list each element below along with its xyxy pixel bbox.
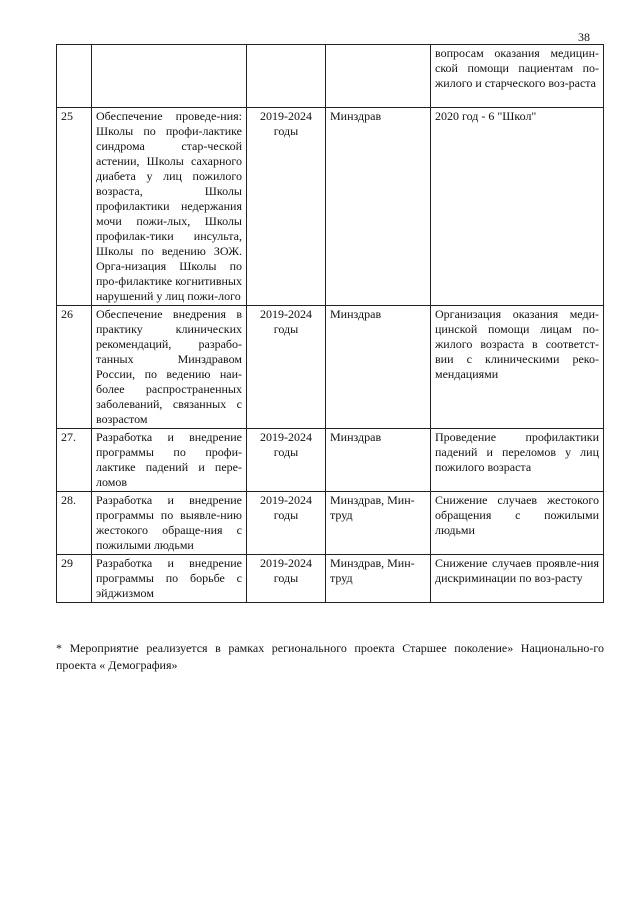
row-number [57,45,92,108]
row-number: 28. [57,492,92,555]
result-cell: Организация оказания меди-цинской помощи лицам по-жилого возраста в соответст-вии с клиническими реко-мендациями [431,306,604,429]
row-number: 26 [57,306,92,429]
result-cell: Снижение случаев проявле-ния дискриминации по воз-расту [431,555,604,603]
footnote: * Мероприятие реализуется в рамках регионального проекта Старшее поколение» Национально-го проекта « Демография» [56,641,604,672]
period-cell [247,45,326,108]
executor-cell: Минздрав [326,108,431,306]
activity-cell: Обеспечение внедрения в практику клинических рекомендаций, разрабо-танных Минздравом России, по ведению наи-более распространенных заболеваний, связанных с возрастом [92,306,247,429]
activity-cell: Разработка и внедрение программы по борьбе с эйджизмом [92,555,247,603]
row-number: 25 [57,108,92,306]
table-row [57,306,604,429]
period-cell: 2019-2024 годы [247,108,326,306]
executor-cell: Минздрав [326,306,431,429]
result-cell: Проведение профилактики падений и переломов у лиц пожилого возраста [431,429,604,492]
executor-cell: Минздрав [326,429,431,492]
row-number: 29 [57,555,92,603]
table-row [57,555,604,603]
result-cell: Снижение случаев жестокого обращения с пожилыми людьми [431,492,604,555]
activity-cell: Обеспечение проведе-ния: Школы по профи-лактике синдрома стар-ческой астении, Школы сахарного диабета у лиц пожилого возраста, Школы профилактики недержания мочи пожи-лых, Школы профилак-тики инсульта, Школы по ведению ЗОЖ. Орга-низация Школы по про-филактике когнитивных нарушений у лиц пожи-лого [92,108,247,306]
executor-cell: Минздрав, Мин-труд [326,555,431,603]
period-cell: 2019-2024 годы [247,306,326,429]
activity-cell: Разработка и внедрение программы по выявле-нию жестокого обраще-ния с пожилыми людьми [92,492,247,555]
period-cell: 2019-2024 годы [247,555,326,603]
activity-cell [92,45,247,108]
table-row [57,108,604,306]
activity-cell: Разработка и внедрение программы по профи-лактике падений и пере-ломов [92,429,247,492]
table-row [57,492,604,555]
measures-table [56,44,604,603]
executor-cell: Минздрав, Мин-труд [326,492,431,555]
period-cell: 2019-2024 годы [247,492,326,555]
period-cell: 2019-2024 годы [247,429,326,492]
result-cell: 2020 год - 6 "Школ" [431,108,604,306]
table-row [57,429,604,492]
result-cell: вопросам оказания медицин-ской помощи пациентам по-жилого и старческого воз-раста [431,45,604,108]
page-number: 38 [578,30,590,44]
table-row [57,45,604,108]
executor-cell [326,45,431,108]
row-number: 27. [57,429,92,492]
